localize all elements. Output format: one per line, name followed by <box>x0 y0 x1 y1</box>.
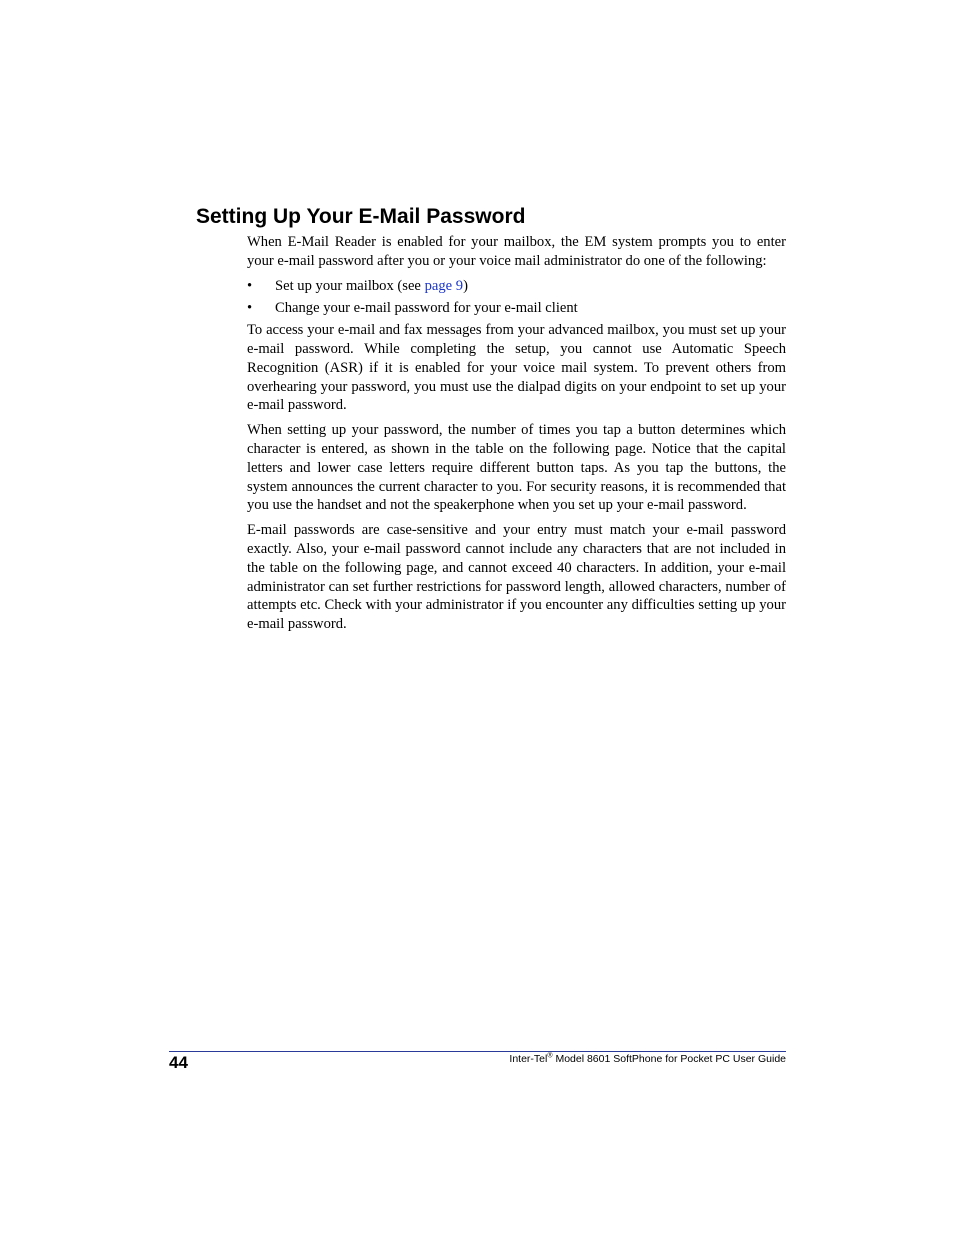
body-paragraph-restrictions: E-mail passwords are case-sensitive and your entry must match your e-mail password exactly. Also, your e-mail password cannot include any characters that are not included in the table on the following page, and cannot exceed 40 characters. In addition, your e-mail administrator can set further restrictions for password length, allowed characters, number of attempts etc. Check with your administrator if you encounter any difficulties setting up your e-mail password. <box>247 522 786 633</box>
body-paragraph-setup: When setting up your password, the number of times you tap a button determines which character is entered, as shown in the table on the following page. Notice that the capital letters and lower case letters require different button taps. As you tap the buttons, the system announces the current character to you. For security reasons, it is recommended that you use the handset and not the speakerphone when you set up your e-mail password. <box>247 422 786 514</box>
bullet-icon: • <box>247 277 253 294</box>
body-paragraph-access: To access your e-mail and fax messages from your advanced mailbox, you must set up your e-mail password. While completing the setup, you cannot use Automatic Speech Recognition (ASR) if it is enabled for your voice mail system. To prevent others from overhearing your password, you must use the dialpad digits on your endpoint to set up your e-mail password. <box>247 322 786 414</box>
bullet-list <box>247 277 786 318</box>
page-number: 44 <box>169 1053 188 1072</box>
bullet-item-setup-mailbox <box>247 277 786 296</box>
footer-guide-title <box>509 1051 786 1067</box>
bullet-text: Change your e-mail password for your e-mail client <box>275 299 578 316</box>
bullet-item-change-password <box>247 299 786 318</box>
section-title: Setting Up Your E-Mail Password <box>196 205 526 228</box>
page-9-link[interactable]: page 9 <box>424 277 464 294</box>
bullet-icon: • <box>247 299 253 316</box>
footer-brand: Inter-Tel <box>509 1053 548 1065</box>
registered-mark: ® <box>547 1052 553 1060</box>
bullet-text: Set up your mailbox (see <box>275 277 425 294</box>
intro-paragraph: When E-Mail Reader is enabled for your mailbox, the EM system prompts you to enter your e-mail password after you or your voice mail administrator do one of the following: <box>247 234 786 269</box>
bullet-text-end: ) <box>463 277 468 294</box>
body-column <box>247 233 786 640</box>
footer-title-text: Model 8601 SoftPhone for Pocket PC User Guide <box>552 1053 786 1065</box>
